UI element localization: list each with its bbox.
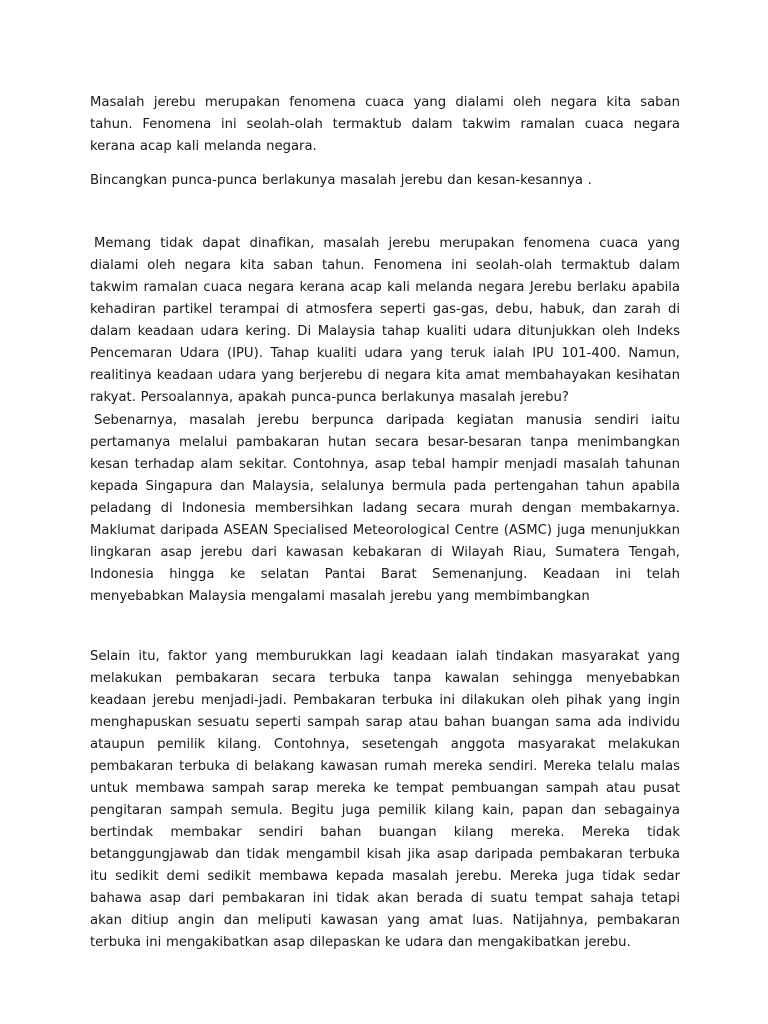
essay-paragraph-introduction: Memang tidak dapat dinafikan, masalah jerebu merupakan fenomena cuaca yang dialami oleh negara kita saban tahun. Fenomena ini seolah-olah termaktub dalam takwim ramalan cuaca negara kerana acap kali melanda negara Jerebu berlaku apabila kehadiran partikel terampai di atmosfera seperti gas-gas, debu, habuk, dan zarah di dalam keadaan udara kering. Di Malaysia tahap kualiti udara ditunjukkan oleh Indeks Pencemaran Udara (IPU). Tahap kualiti udara yang teruk ialah IPU 101-400. Namun, realitinya keadaan udara yang berjerebu di negara kita amat membahayakan kesihatan rakyat. Persoalannya, apakah punca-punca berlakunya masalah jerebu?	[90, 236, 680, 405]
essay-paragraph-cause-forest-burning: Sebenarnya, masalah jerebu berpunca daripada kegiatan manusia sendiri iaitu pertamanya melalui pambakaran hutan secara besar-besaran tanpa menimbangkan kesan terhadap alam sekitar. Contohnya, asap tebal hampir menjadi masalah tahunan kepada Singapura dan Malaysia, selalunya bermula pada pertengahan tahun apabila peladang di Indonesia membersihkan ladang secara murah dengan membakarnya. Maklumat daripada ASEAN Specialised Meteorological Centre (ASMC) juga menunjukkan lingkaran asap jerebu dari kawasan kebakaran di Wilayah Riau, Sumatera Tengah, Indonesia hingga ke selatan Pantai Barat Semenanjung. Keadaan ini telah menyebabkan Malaysia mengalami masalah jerebu yang membimbangkan	[90, 413, 680, 604]
essay-paragraph-cause-open-burning: Selain itu, faktor yang memburukkan lagi keadaan ialah tindakan masyarakat yang melakukan pembakaran secara terbuka tanpa kawalan sehingga menyebabkan keadaan jerebu menjadi-jadi. Pembakaran terbuka ini dilakukan oleh pihak yang ingin menghapuskan sesuatu seperti sampah sarap atau bahan buangan sama ada individu ataupun pemilik kilang. Contohnya, sesetengah anggota masyarakat melakukan pembakaran terbuka di belakang kawasan rumah mereka sendiri. Mereka telalu malas untuk membawa sampah sarap mereka ke tempat pembuangan sampah atau pusat pengitaran sampah semula. Begitu juga pemilik kilang kain, papan dan sebagainya bertindak membakar sendiri bahan buangan kilang mereka. Mereka tidak betanggungjawab dan tidak mengambil kisah jika asap daripada pembakaran terbuka itu sedikit demi sedikit membawa kepada masalah jerebu. Mereka juga tidak sedar bahawa asap dari pembakaran ini tidak akan berada di suatu tempat sahaja tetapi akan ditiup angin dan meliputi kawasan yang amat luas. Natijahnya, pembakaran terbuka ini mengakibatkan asap dilepaskan ke udara dan mengakibatkan jerebu.	[90, 649, 680, 950]
question-intro: Masalah jerebu merupakan fenomena cuaca yang dialami oleh negara kita saban tahun. Fenomena ini seolah-olah termaktub dalam takwim ramalan cuaca negara kerana acap kali melanda negara.	[90, 95, 680, 154]
question-prompt: Bincangkan punca-punca berlakunya masalah jerebu dan kesan-kesannya .	[90, 173, 592, 188]
